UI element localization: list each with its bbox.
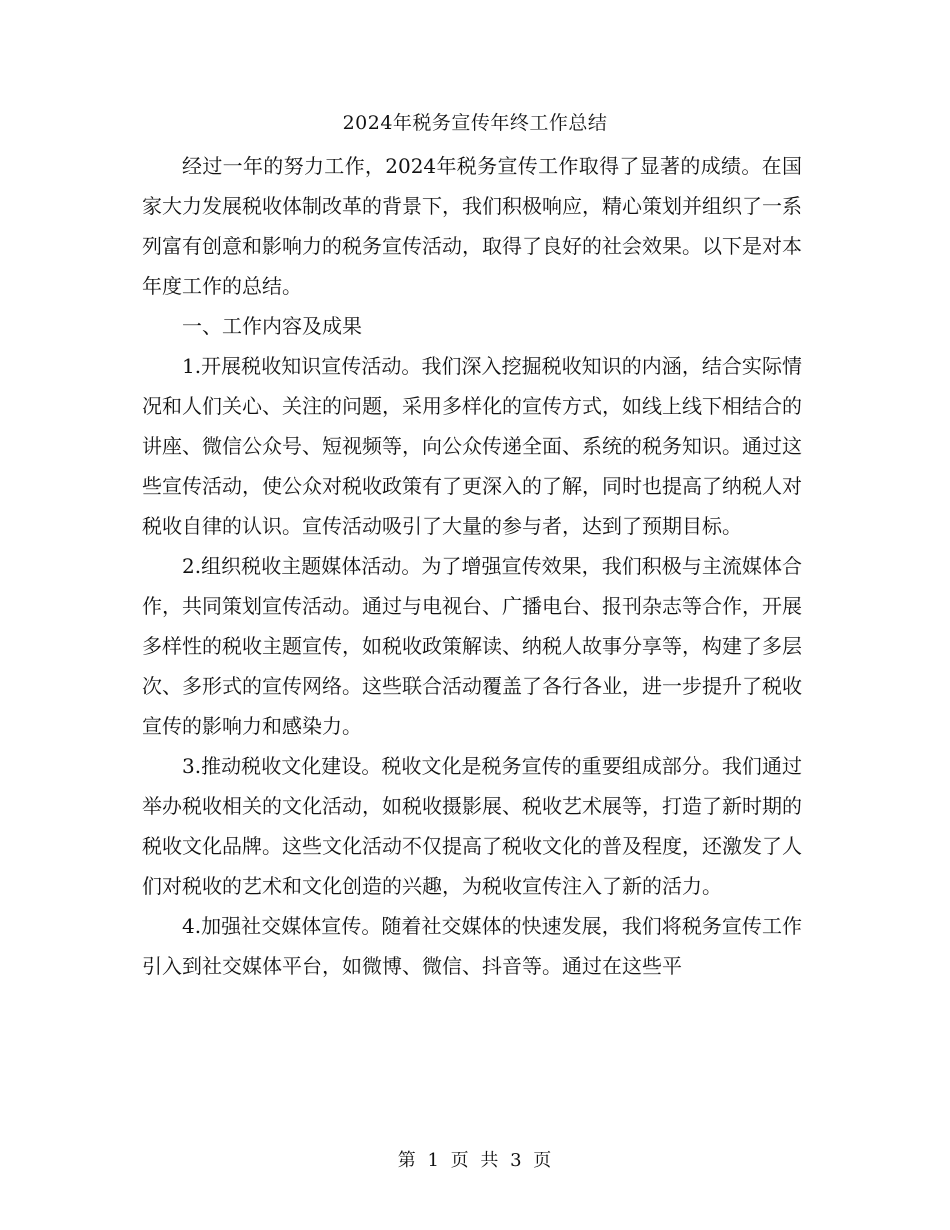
paragraph-item-4: 4.加强社交媒体宣传。随着社交媒体的快速发展，我们将税务宣传工作引入到社交媒体平台，如微博、微信、抖音等。通过在这些平 [142,914,802,978]
page-footer: 第 1 页 共 3 页 [397,1150,553,1171]
document-title: 2024年税务宣传年终工作总结 [342,112,608,134]
paragraph-item-3: 3.推动税收文化建设。税收文化是税务宣传的重要组成部分。我们通过举办税收相关的文化活动，如税收摄影展、税收艺术展等，打造了新时期的税收文化品牌。这些文化活动不仅提高了税收文化的普及程度，还激发了人们对税收的艺术和文化创造的兴趣，为税收宣传注入了新的活力。 [142,754,802,898]
paragraph-intro: 经过一年的努力工作，2024年税务宣传工作取得了显著的成绩。在国家大力发展税收体制改革的背景下，我们积极响应，精心策划并组织了一系列富有创意和影响力的税务宣传活动，取得了良好的社会效果。以下是对本年度工作的总结。 [142,154,802,298]
paragraph-item-1: 1.开展税收知识宣传活动。我们深入挖掘税收知识的内涵，结合实际情况和人们关心、关注的问题，采用多样化的宣传方式，如线上线下相结合的讲座、微信公众号、短视频等，向公众传递全面、系统的税务知识。通过这些宣传活动，使公众对税收政策有了更深入的了解，同时也提高了纳税人对税收自律的认识。宣传活动吸引了大量的参与者，达到了预期目标。 [142,354,802,538]
section-heading: 一、工作内容及成果 [182,314,362,338]
document-body [142,146,802,986]
paragraph-item-2: 2.组织税收主题媒体活动。为了增强宣传效果，我们积极与主流媒体合作，共同策划宣传活动。通过与电视台、广播电台、报刊杂志等合作，开展多样性的税收主题宣传，如税收政策解读、纳税人故事分享等，构建了多层次、多形式的宣传网络。这些联合活动覆盖了各行各业，进一步提升了税收宣传的影响力和感染力。 [142,554,802,738]
